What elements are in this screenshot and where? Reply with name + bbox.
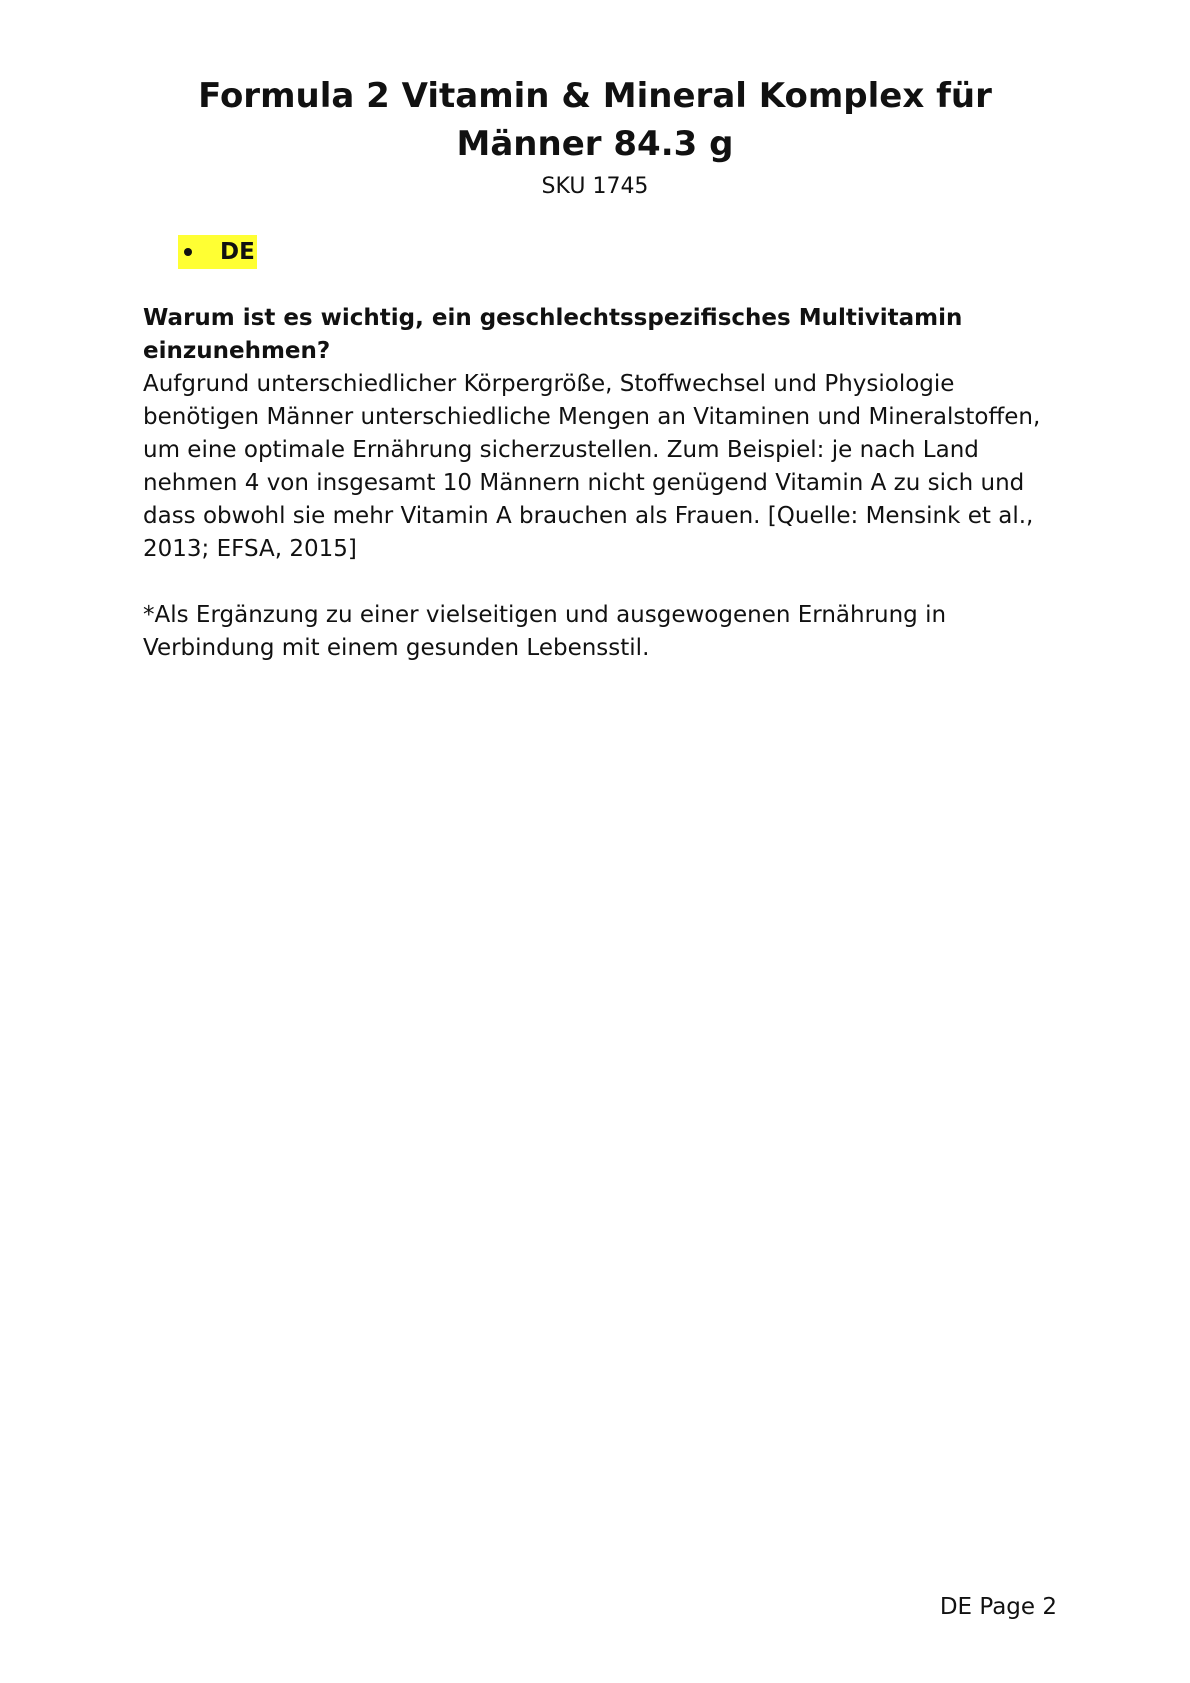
question-heading: Warum ist es wichtig, ein geschlechtsspezifisches Multivitamin einzunehmen? bbox=[143, 305, 963, 364]
bullet-icon bbox=[184, 248, 192, 256]
supplement-note: *Als Ergänzung zu einer vielseitigen und ausgewogenen Ernährung in Verbindung mit einem gesunden Lebensstil. bbox=[143, 602, 947, 661]
language-list bbox=[178, 235, 257, 269]
page-footer: DE Page 2 bbox=[939, 1594, 1057, 1620]
language-item-de bbox=[178, 235, 257, 269]
main-content bbox=[143, 302, 1063, 665]
product-sku: SKU 1745 bbox=[541, 174, 649, 199]
language-label: DE bbox=[220, 239, 255, 265]
page-title: Formula 2 Vitamin & Mineral Komplex für Männer 84.3 g bbox=[198, 76, 992, 164]
answer-paragraph: Aufgrund unterschiedlicher Körpergröße, Stoffwechsel und Physiologie benötigen Männer unterschiedliche Mengen an Vitaminen und Mineralstoffen, um eine optimale Ernährung sicherzustellen. Zum Beispiel: je nach Land nehmen 4 von insgesamt 10 Männern nicht genügend Vitamin A zu sich und dass obwohl sie mehr Vitamin A brauchen als Frauen. [Quelle: Mensink et al., 2013; EFSA, 2015] bbox=[143, 371, 1041, 562]
